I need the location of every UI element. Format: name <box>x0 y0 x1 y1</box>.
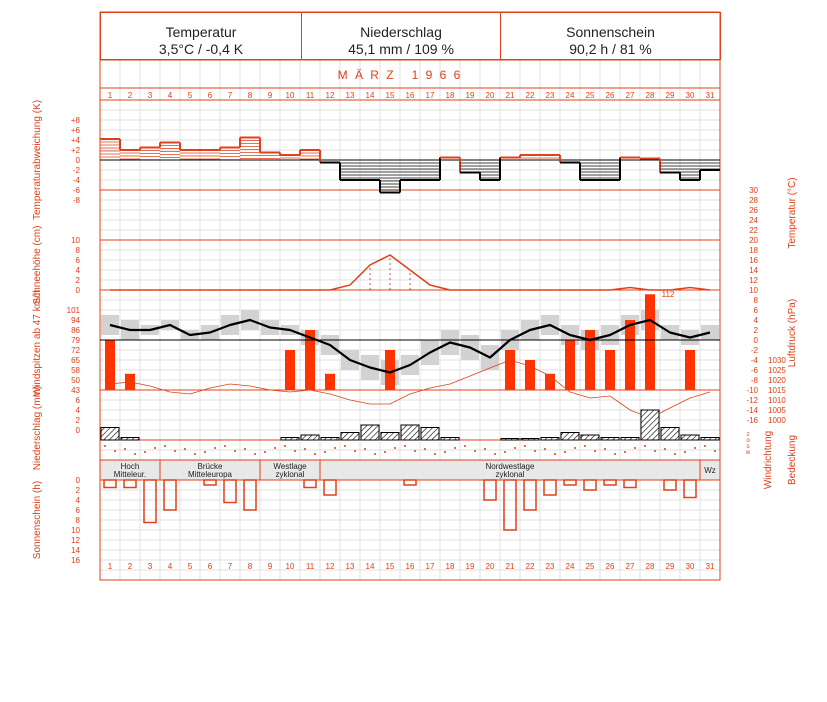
precip-bar <box>341 433 359 441</box>
wind-peak-bar <box>625 320 635 390</box>
sunshine-bar <box>684 480 696 498</box>
precip-bar <box>121 438 139 441</box>
wind-dir-dot <box>374 453 376 455</box>
snow-dot <box>369 278 371 280</box>
snow-dot <box>409 278 411 280</box>
day-label: 24 <box>565 562 575 571</box>
wind-dir-dot <box>384 451 386 453</box>
sunshine-bar <box>524 480 536 510</box>
wind-peak-annotation: 112 <box>661 290 675 299</box>
header-value: 90,2 h / 81 % <box>569 41 652 57</box>
precip-bar <box>441 438 459 441</box>
precip-bar <box>661 428 679 441</box>
precip-bar <box>701 438 719 441</box>
weather-type-label: zyklonal <box>275 470 305 479</box>
wind-dir-dot <box>284 445 286 447</box>
wind-dir-dot <box>594 450 596 452</box>
sunshine-bar <box>304 480 316 488</box>
wind-peak-bar <box>325 374 335 390</box>
wind-dir-dot <box>674 453 676 455</box>
wind-dir-dot <box>644 445 646 447</box>
day-label: 29 <box>665 91 675 100</box>
precip-bar <box>401 425 419 440</box>
tick-wind: 72 <box>71 346 80 355</box>
axis-label-precip: Niederschlag (mm) <box>32 385 43 471</box>
precip-bar <box>601 438 619 441</box>
weather-type-label: Mitteleur. <box>113 470 147 479</box>
sunshine-bar <box>404 480 416 485</box>
sunshine-bar <box>604 480 616 485</box>
snow-dot <box>369 288 371 290</box>
tick-temperature: -10 <box>746 386 758 395</box>
tick-temperature: 20 <box>749 236 758 245</box>
tick-temperature: -16 <box>746 416 758 425</box>
tick-temperature: 6 <box>753 306 758 315</box>
tick-temperature: 2 <box>753 326 758 335</box>
tick-pressure: 1000 <box>768 416 786 425</box>
tick-temperature: 18 <box>749 246 758 255</box>
day-label: 11 <box>305 91 315 100</box>
precip-bar <box>281 438 299 441</box>
precip-bar <box>641 410 659 440</box>
tick-wind-dir: z <box>746 432 750 438</box>
tick-pressure: 1025 <box>768 366 786 375</box>
wind-dir-dot <box>124 448 126 450</box>
tick-anomaly: -4 <box>72 176 80 185</box>
day-label: 31 <box>705 91 715 100</box>
wind-dir-dot <box>544 448 546 450</box>
wind-dir-dot <box>654 450 656 452</box>
tick-precip: 6 <box>75 396 80 405</box>
day-label: 8 <box>247 562 253 571</box>
wind-dir-dot <box>194 453 196 455</box>
tick-sunshine: 16 <box>71 556 80 565</box>
axis-label-snow: Schneehöhe (cm) <box>32 225 43 305</box>
weather-type-label: Brücke <box>197 462 223 471</box>
day-label: 12 <box>325 91 335 100</box>
precip-bar <box>301 435 319 440</box>
wind-dir-dot <box>214 447 216 449</box>
wind-dir-dot <box>444 451 446 453</box>
header-title: Temperatur <box>165 24 237 40</box>
tick-sunshine: 14 <box>71 546 80 555</box>
day-label: 22 <box>525 562 535 571</box>
wind-dir-dot <box>154 447 156 449</box>
sunshine-bar <box>104 480 116 488</box>
wind-dir-dot <box>184 448 186 450</box>
day-label: 18 <box>445 562 455 571</box>
wind-dir-dot <box>494 453 496 455</box>
day-label: 7 <box>227 562 233 571</box>
day-label: 18 <box>445 91 455 100</box>
tick-temperature: -6 <box>750 366 758 375</box>
sunshine-bar <box>204 480 216 485</box>
day-label: 13 <box>345 562 355 571</box>
snow-dot <box>389 273 391 275</box>
wind-dir-dot <box>584 445 586 447</box>
tick-temperature: -8 <box>750 376 758 385</box>
precip-bar <box>581 435 599 440</box>
day-label: 13 <box>345 91 355 100</box>
day-label: 5 <box>187 562 193 571</box>
snow-dot <box>389 258 391 260</box>
tick-pressure: 1020 <box>768 376 786 385</box>
day-label: 16 <box>405 562 415 571</box>
day-label: 10 <box>285 91 295 100</box>
tick-wind: 65 <box>71 356 80 365</box>
anomaly-bar <box>300 150 320 160</box>
wind-dir-dot <box>664 448 666 450</box>
tick-temperature: 12 <box>749 276 758 285</box>
anomaly-bar <box>200 150 220 160</box>
day-label: 26 <box>605 562 615 571</box>
wind-peak-bar <box>285 350 295 390</box>
wind-peak-bar <box>385 350 395 390</box>
tick-anomaly: -8 <box>72 196 80 205</box>
tick-temperature: -12 <box>746 396 758 405</box>
tick-temperature: 8 <box>753 296 758 305</box>
snow-dot <box>369 268 371 270</box>
snow-dot <box>389 283 391 285</box>
weather-type-label: Hoch <box>120 462 140 471</box>
day-label: 2 <box>127 91 133 100</box>
day-label: 24 <box>565 91 575 100</box>
day-label: 14 <box>365 91 375 100</box>
snow-dot <box>389 268 391 270</box>
month-title: M Ä R Z 1 9 6 6 <box>337 68 463 82</box>
precip-bar <box>521 439 539 441</box>
snow-dot <box>369 273 371 275</box>
day-label: 19 <box>465 562 475 571</box>
wind-dir-dot <box>514 447 516 449</box>
day-label: 3 <box>147 562 153 571</box>
tick-anomaly: +6 <box>70 126 80 135</box>
tick-anomaly: +4 <box>70 136 80 145</box>
day-label: 6 <box>207 562 213 571</box>
wind-dir-dot <box>324 451 326 453</box>
day-label: 7 <box>227 91 233 100</box>
day-label: 15 <box>385 562 395 571</box>
tick-sunshine: 6 <box>75 506 80 515</box>
precip-bar <box>501 439 519 441</box>
wind-dir-dot <box>424 448 426 450</box>
wind-peak-bar <box>105 340 115 390</box>
axis-label-wind-dir: Windrichtung <box>763 430 774 490</box>
tick-temperature: 28 <box>749 196 758 205</box>
day-label: 15 <box>385 91 395 100</box>
day-label: 14 <box>365 562 375 571</box>
sunshine-bar <box>544 480 556 495</box>
tick-pressure: 1015 <box>768 386 786 395</box>
weather-type-label: Westlage <box>273 462 307 471</box>
day-label: 17 <box>425 562 435 571</box>
wind-peak-bar <box>505 350 515 390</box>
day-label: 20 <box>485 562 495 571</box>
tick-sunshine: 12 <box>71 536 80 545</box>
day-label: 6 <box>207 91 213 100</box>
day-label: 27 <box>625 562 635 571</box>
axis-label-sunshine: Sonnenschein (h) <box>32 480 43 560</box>
axis-label-wind: Windspitzen ab 47 km/h <box>32 289 43 397</box>
day-label: 9 <box>267 91 273 100</box>
wind-dir-dot <box>554 453 556 455</box>
weather-type-label: Wz <box>704 466 716 475</box>
precip-bar <box>541 438 559 441</box>
weather-type-label: zyklonal <box>495 470 525 479</box>
tick-temperature: 22 <box>749 226 758 235</box>
day-label: 21 <box>505 562 515 571</box>
wind-dir-dot <box>264 451 266 453</box>
axis-label-temp-anomaly: Temperaturabweichung (K) <box>32 99 43 221</box>
tick-wind-dir: w <box>745 450 751 456</box>
day-label: 19 <box>465 91 475 100</box>
tick-anomaly: 0 <box>75 156 80 165</box>
day-label: 26 <box>605 91 615 100</box>
tick-anomaly: -2 <box>72 166 80 175</box>
tick-snow: 8 <box>75 246 80 255</box>
wind-dir-dot <box>204 451 206 453</box>
day-label: 28 <box>645 91 655 100</box>
tick-anomaly: -6 <box>72 186 80 195</box>
precip-bar <box>681 435 699 440</box>
tick-precip: 0 <box>75 426 80 435</box>
precip-bar <box>421 428 439 441</box>
tick-wind: 43 <box>71 386 80 395</box>
tick-temperature: 30 <box>749 186 758 195</box>
snow-dot <box>369 283 371 285</box>
wind-dir-dot <box>684 451 686 453</box>
tick-pressure: 1030 <box>768 356 786 365</box>
axis-label-cover: Bedeckung <box>787 434 798 486</box>
wind-dir-dot <box>714 450 716 452</box>
tick-sunshine: 2 <box>75 486 80 495</box>
tick-sunshine: 4 <box>75 496 80 505</box>
wind-peak-bar <box>685 350 695 390</box>
sunshine-bar <box>504 480 516 530</box>
sunshine-bar <box>124 480 136 488</box>
wind-dir-dot <box>304 448 306 450</box>
snow-dot <box>389 278 391 280</box>
day-label: 25 <box>585 91 595 100</box>
weather-type-label: Nordwestlage <box>485 462 535 471</box>
wind-dir-dot <box>474 450 476 452</box>
precip-bar <box>561 433 579 441</box>
day-label: 4 <box>167 91 173 100</box>
anomaly-bar <box>120 150 140 160</box>
wind-dir-dot <box>634 447 636 449</box>
wind-dir-dot <box>694 447 696 449</box>
tick-pressure: 1005 <box>768 406 786 415</box>
tick-wind-dir: s <box>746 444 750 450</box>
wind-dir-dot <box>364 448 366 450</box>
tick-temperature: -4 <box>750 356 758 365</box>
tick-snow: 4 <box>75 266 80 275</box>
wind-dir-dot <box>174 450 176 452</box>
snow-dot <box>389 263 391 265</box>
wind-dir-dot <box>144 451 146 453</box>
sunshine-bar <box>244 480 256 510</box>
day-label: 29 <box>665 562 675 571</box>
snow-dot <box>389 288 391 290</box>
day-label: 3 <box>147 91 153 100</box>
weather-type-label: Mitteleuropa <box>187 470 233 479</box>
tick-anomaly: +8 <box>70 116 80 125</box>
tick-temperature: 0 <box>753 336 758 345</box>
tick-pressure: 1010 <box>768 396 786 405</box>
header-title: Sonnenschein <box>566 24 655 40</box>
day-label: 27 <box>625 91 635 100</box>
wind-dir-dot <box>604 448 606 450</box>
snow-dot <box>409 283 411 285</box>
wind-dir-dot <box>504 451 506 453</box>
tick-wind: 101 <box>66 306 80 315</box>
day-label: 23 <box>545 562 555 571</box>
day-label: 25 <box>585 562 595 571</box>
day-label: 11 <box>305 562 315 571</box>
day-label: 9 <box>267 562 273 571</box>
tick-temperature: 26 <box>749 206 758 215</box>
sunshine-bar <box>564 480 576 485</box>
wind-peak-bar <box>565 340 575 390</box>
sunshine-bar <box>164 480 176 510</box>
wind-peak-bar <box>525 360 535 390</box>
sunshine-bar <box>324 480 336 495</box>
day-label: 28 <box>645 562 655 571</box>
day-label: 22 <box>525 91 535 100</box>
day-label: 31 <box>705 562 715 571</box>
wind-dir-dot <box>164 445 166 447</box>
tick-sunshine: 10 <box>71 526 80 535</box>
wind-dir-dot <box>404 445 406 447</box>
day-label: 10 <box>285 562 295 571</box>
sunshine-bar <box>224 480 236 503</box>
day-label: 17 <box>425 91 435 100</box>
day-label: 12 <box>325 562 335 571</box>
tick-wind: 86 <box>71 326 80 335</box>
wind-peak-bar <box>605 350 615 390</box>
day-label: 21 <box>505 91 515 100</box>
wind-dir-dot <box>454 447 456 449</box>
wind-dir-dot <box>464 445 466 447</box>
precip-bar <box>101 428 119 441</box>
header-value: 3,5°C / -0,4 K <box>158 41 244 57</box>
tick-wind-dir: o <box>746 438 750 444</box>
tick-anomaly: +2 <box>70 146 80 155</box>
tick-snow: 0 <box>75 286 80 295</box>
day-label: 20 <box>485 91 495 100</box>
header-value: 45,1 mm / 109 % <box>348 41 454 57</box>
day-label: 30 <box>685 562 695 571</box>
sunshine-bar <box>584 480 596 490</box>
wind-dir-dot <box>104 445 106 447</box>
day-label: 1 <box>107 562 113 571</box>
wind-dir-dot <box>334 447 336 449</box>
wind-dir-dot <box>114 450 116 452</box>
tick-snow: 2 <box>75 276 80 285</box>
anomaly-bar <box>180 150 200 160</box>
wind-dir-dot <box>254 453 256 455</box>
tick-temperature: 24 <box>749 216 758 225</box>
header-title: Niederschlag <box>360 24 442 40</box>
precip-bar <box>361 425 379 440</box>
wind-dir-dot <box>354 450 356 452</box>
tick-wind: 94 <box>71 316 80 325</box>
sunshine-bar <box>144 480 156 523</box>
wind-dir-dot <box>484 448 486 450</box>
day-label: 4 <box>167 562 173 571</box>
day-label: 5 <box>187 91 193 100</box>
snow-dot <box>409 273 411 275</box>
tick-precip: 2 <box>75 416 80 425</box>
wind-peak-bar <box>645 294 655 390</box>
wind-dir-dot <box>244 448 246 450</box>
tick-temperature: -2 <box>750 346 758 355</box>
tick-temperature: 4 <box>753 316 758 325</box>
tick-temperature: 10 <box>749 286 758 295</box>
day-label: 16 <box>405 91 415 100</box>
precip-bar <box>621 438 639 441</box>
sunshine-bar <box>664 480 676 490</box>
wind-dir-dot <box>274 447 276 449</box>
sunshine-bar <box>624 480 636 488</box>
wind-dir-dot <box>134 453 136 455</box>
wind-dir-dot <box>314 453 316 455</box>
axis-label-pressure: Luftdruck (hPa) <box>787 298 798 368</box>
tick-snow: 10 <box>71 236 80 245</box>
precip-bar <box>321 438 339 441</box>
tick-temperature: 16 <box>749 256 758 265</box>
wind-dir-dot <box>534 450 536 452</box>
tick-temperature: 14 <box>749 266 758 275</box>
tick-sunshine: 8 <box>75 516 80 525</box>
day-label: 8 <box>247 91 253 100</box>
tick-wind: 50 <box>71 376 80 385</box>
tick-temperature: -14 <box>746 406 758 415</box>
wind-dir-dot <box>524 445 526 447</box>
tick-precip: 4 <box>75 406 80 415</box>
wind-dir-dot <box>234 450 236 452</box>
snow-dot <box>409 288 411 290</box>
wind-dir-dot <box>414 450 416 452</box>
wind-dir-dot <box>434 453 436 455</box>
wind-dir-dot <box>564 451 566 453</box>
wind-dir-dot <box>294 450 296 452</box>
wind-dir-dot <box>344 445 346 447</box>
anomaly-bar <box>380 160 400 193</box>
wind-dir-dot <box>624 451 626 453</box>
day-label: 2 <box>127 562 133 571</box>
wind-dir-dot <box>394 447 396 449</box>
day-label: 23 <box>545 91 555 100</box>
wind-dir-dot <box>224 445 226 447</box>
tick-wind: 79 <box>71 336 80 345</box>
precip-bar <box>381 433 399 441</box>
wind-dir-dot <box>704 445 706 447</box>
anomaly-bar <box>700 160 720 170</box>
wind-dir-dot <box>614 453 616 455</box>
tick-sunshine: 0 <box>75 476 80 485</box>
wind-dir-dot <box>574 447 576 449</box>
day-label: 30 <box>685 91 695 100</box>
axis-label-temperature: Temperatur (°C) <box>787 177 798 249</box>
tick-snow: 6 <box>75 256 80 265</box>
day-label: 1 <box>107 91 113 100</box>
tick-wind: 58 <box>71 366 80 375</box>
